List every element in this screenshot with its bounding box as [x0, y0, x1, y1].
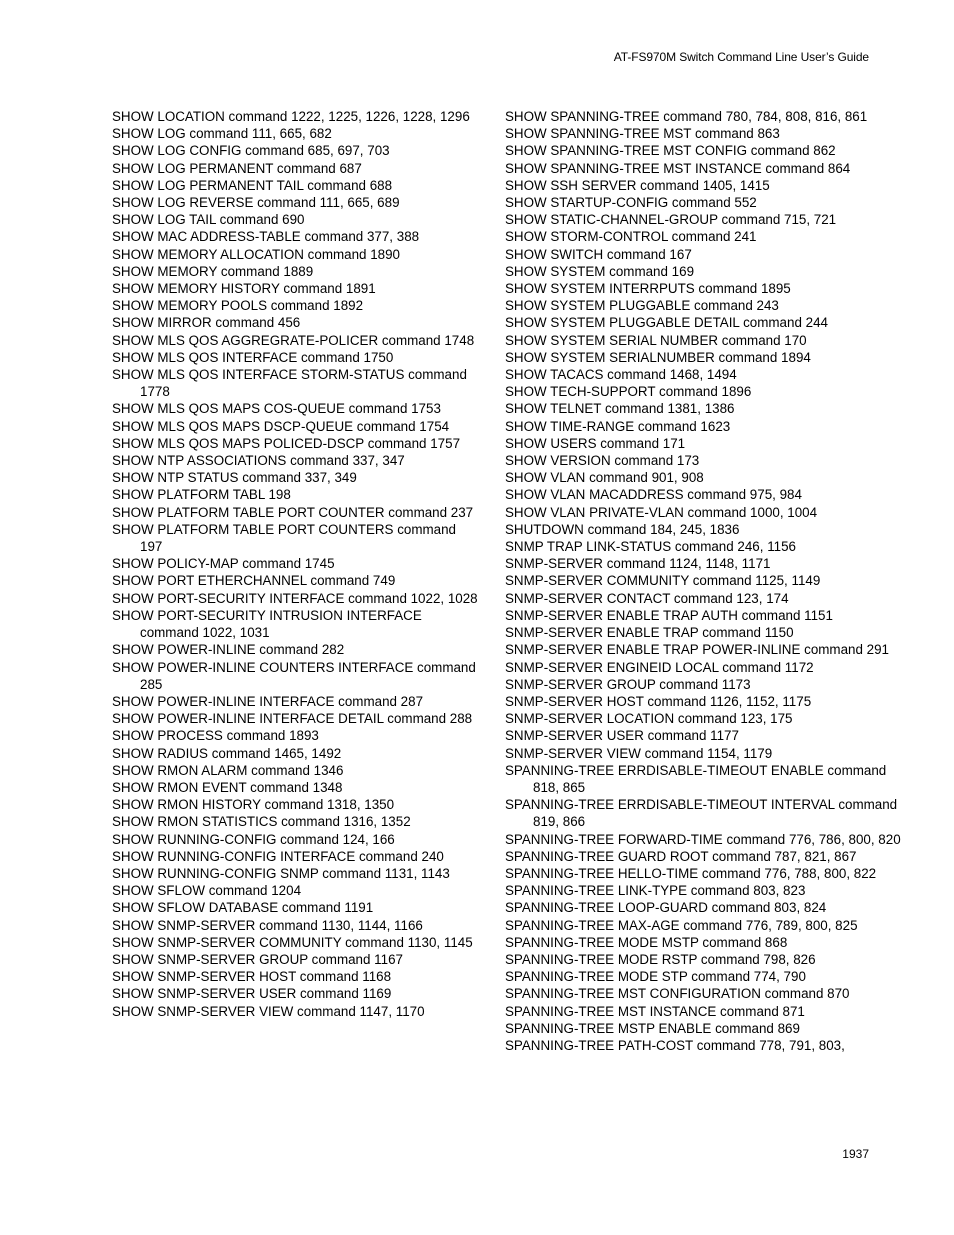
index-entry: SHOW LOG CONFIG command 685, 697, 703 — [112, 143, 390, 159]
index-entry: SNMP-SERVER command 1124, 1148, 1171 — [505, 556, 771, 572]
index-entry: SHOW PORT-SECURITY INTRUSION INTERFACE command 1022, 1031 — [112, 607, 422, 641]
index-entry: SNMP-SERVER VIEW command 1154, 1179 — [505, 745, 773, 761]
index-entry: SHOW SNMP-SERVER command 1130, 1144, 1166 — [112, 917, 423, 933]
index-entry: SHOW SNMP-SERVER VIEW command 1147, 1170 — [112, 1003, 425, 1019]
index-entry: SNMP-SERVER CONTACT command 123, 174 — [505, 590, 789, 606]
index-entry: SHOW MEMORY HISTORY command 1891 — [112, 281, 376, 297]
index-entry: SHOW LOG TAIL command 690 — [112, 212, 305, 228]
index-entry: SHOW RMON STATISTICS command 1316, 1352 — [112, 814, 411, 830]
index-entry: SHOW RADIUS command 1465, 1492 — [112, 745, 342, 761]
index-entry: SHOW POWER-INLINE COUNTERS INTERFACE command 285 — [112, 659, 476, 692]
index-column-left — [112, 108, 492, 1020]
index-entry: SHOW RMON EVENT command 1348 — [112, 779, 343, 795]
index-entry: SPANNING-TREE FORWARD-TIME command 776, 786, 800, 820 — [505, 831, 901, 847]
index-entry: SHOW POWER-INLINE INTERFACE command 287 — [112, 693, 424, 709]
index-entry: SHOW MEMORY POOLS command 1892 — [112, 298, 364, 314]
index-entry: SHOW PLATFORM TABL 198 — [112, 487, 291, 503]
index-entry: SHOW SYSTEM command 169 — [505, 263, 695, 279]
index-entry: SPANNING-TREE MODE RSTP command 798, 826 — [505, 951, 816, 967]
index-entry: SPANNING-TREE ERRDISABLE-TIMEOUT ENABLE command 818, 865 — [505, 762, 887, 795]
index-entry: SPANNING-TREE LINK-TYPE command 803, 823 — [505, 883, 806, 899]
index-entry: SHOW MLS QOS INTERFACE STORM-STATUS command 1778 — [112, 367, 467, 400]
index-entry: SHOW SWITCH command 167 — [505, 246, 692, 262]
index-entry: SPANNING-TREE ERRDISABLE-TIMEOUT INTERVAL command 819, 866 — [505, 797, 898, 830]
index-entry: SPANNING-TREE MAX-AGE command 776, 789, 800, 825 — [505, 917, 858, 933]
index-entry: SNMP-SERVER ENABLE TRAP command 1150 — [505, 625, 794, 641]
index-entry: SPANNING-TREE MODE MSTP command 868 — [505, 934, 788, 950]
index-entry: SHOW PROCESS command 1893 — [112, 728, 319, 744]
index-entry: SNMP-SERVER USER command 1177 — [505, 728, 739, 744]
index-entry: SHOW VLAN PRIVATE-VLAN command 1000, 1004 — [505, 504, 818, 520]
index-entry: SHOW LOG PERMANENT command 687 — [112, 160, 362, 176]
index-entry: SHOW MLS QOS MAPS DSCP-QUEUE command 1754 — [112, 418, 450, 434]
index-entry: SHOW MIRROR command 456 — [112, 315, 301, 331]
index-entry: SHOW SFLOW DATABASE command 1191 — [112, 900, 374, 916]
index-entry: SHOW LOCATION command 1222, 1225, 1226, 1228, 1296 — [112, 109, 470, 124]
index-entry: SHOW LOG command 111, 665, 682 — [112, 126, 332, 142]
index-entry: SNMP TRAP LINK-STATUS command 246, 1156 — [505, 539, 796, 555]
index-entry: SNMP-SERVER ENABLE TRAP POWER-INLINE command 291 — [505, 642, 889, 658]
index-entry: SHOW SFLOW command 1204 — [112, 883, 302, 899]
index-entry: SHOW RMON ALARM command 1346 — [112, 762, 344, 778]
index-entry: SHOW TACACS command 1468, 1494 — [505, 367, 737, 383]
index-entry: SHOW POWER-INLINE INTERFACE DETAIL command 288 — [112, 711, 473, 727]
index-entry: SHOW TELNET command 1381, 1386 — [505, 401, 735, 417]
index-entry: SHOW SYSTEM PLUGGABLE DETAIL command 244 — [505, 315, 828, 331]
index-entry: SHOW SPANNING-TREE MST CONFIG command 862 — [505, 143, 836, 159]
index-entry: SHOW RUNNING-CONFIG SNMP command 1131, 1143 — [112, 865, 450, 881]
index-entry: SHOW VERSION command 173 — [505, 453, 700, 469]
index-entry: SPANNING-TREE MODE STP command 774, 790 — [505, 969, 806, 985]
index-entry: SHOW MLS QOS INTERFACE command 1750 — [112, 349, 394, 365]
index-entry: SPANNING-TREE MSTP ENABLE command 869 — [505, 1020, 800, 1036]
index-column-right — [505, 108, 901, 1054]
index-entry: SNMP-SERVER COMMUNITY command 1125, 1149 — [505, 573, 821, 589]
index-entry: SPANNING-TREE HELLO-TIME command 776, 788, 800, 822 — [505, 865, 877, 881]
index-entry: SHOW RMON HISTORY command 1318, 1350 — [112, 797, 395, 813]
index-entry: SHOW STARTUP-CONFIG command 552 — [505, 195, 757, 211]
index-entry: SHOW SYSTEM PLUGGABLE command 243 — [505, 298, 779, 314]
index-entry: SHOW USERS command 171 — [505, 435, 686, 451]
index-entry: SHOW SNMP-SERVER HOST command 1168 — [112, 969, 392, 985]
index-entry: SHOW MLS QOS AGGREGRATE-POLICER command 1748 — [112, 332, 475, 348]
index-entry: SHOW POLICY-MAP command 1745 — [112, 556, 335, 572]
index-entry: SHOW VLAN command 901, 908 — [505, 470, 704, 486]
index-entry: SHOW LOG REVERSE command 111, 665, 689 — [112, 195, 400, 211]
index-entry: SHOW SNMP-SERVER COMMUNITY command 1130, 1145 — [112, 934, 473, 950]
index-entry: SHOW MLS QOS MAPS COS-QUEUE command 1753 — [112, 401, 441, 417]
index-entry: SHOW SNMP-SERVER USER command 1169 — [112, 986, 392, 1002]
index-entry: SHOW RUNNING-CONFIG INTERFACE command 240 — [112, 848, 444, 864]
index-entry: SHOW POWER-INLINE command 282 — [112, 642, 345, 658]
index-entry: SHOW SSH SERVER command 1405, 1415 — [505, 177, 770, 193]
index-entry: SHOW SYSTEM INTERRPUTS command 1895 — [505, 281, 791, 297]
index-entry: SHOW MLS QOS MAPS POLICED-DSCP command 1757 — [112, 435, 461, 451]
index-entry: SNMP-SERVER ENGINEID LOCAL command 1172 — [505, 659, 814, 675]
index-entry: SPANNING-TREE MST INSTANCE command 871 — [505, 1003, 805, 1019]
page-number: 1937 — [842, 1147, 869, 1161]
index-entry: SHOW STORM-CONTROL command 241 — [505, 229, 757, 245]
index-entry: SNMP-SERVER HOST command 1126, 1152, 1175 — [505, 693, 812, 709]
index-entry: SHOW VLAN MACADDRESS command 975, 984 — [505, 487, 802, 503]
index-entry: SHOW LOG PERMANENT TAIL command 688 — [112, 177, 393, 193]
index-entry: SHOW MAC ADDRESS-TABLE command 377, 388 — [112, 229, 420, 245]
index-entry: SHOW TIME-RANGE command 1623 — [505, 418, 731, 434]
index-entry: SHOW SYSTEM SERIAL NUMBER command 170 — [505, 332, 807, 348]
index-entry: SHOW TECH-SUPPORT command 1896 — [505, 384, 752, 400]
index-entry: SPANNING-TREE GUARD ROOT command 787, 821, 867 — [505, 848, 857, 864]
index-entry: SHOW RUNNING-CONFIG command 124, 166 — [112, 831, 395, 847]
index-entry: SHOW MEMORY ALLOCATION command 1890 — [112, 246, 400, 262]
index-entry: SNMP-SERVER ENABLE TRAP AUTH command 1151 — [505, 607, 833, 623]
index-entry: SNMP-SERVER LOCATION command 123, 175 — [505, 711, 793, 727]
index-entry: SHOW PORT-SECURITY INTERFACE command 1022, 1028 — [112, 590, 478, 606]
index-entry: SHOW NTP STATUS command 337, 349 — [112, 470, 357, 486]
index-entry: SHOW SPANNING-TREE MST INSTANCE command 864 — [505, 160, 851, 176]
index-entry: SHOW SPANNING-TREE command 780, 784, 808, 816, 861 — [505, 109, 868, 124]
index-entry: SHOW PORT ETHERCHANNEL command 749 — [112, 573, 396, 589]
index-entry: SHOW SNMP-SERVER GROUP command 1167 — [112, 951, 403, 967]
index-entry: SNMP-SERVER GROUP command 1173 — [505, 676, 751, 692]
index-entry: SHOW SPANNING-TREE MST command 863 — [505, 126, 780, 142]
index-entry: SHOW NTP ASSOCIATIONS command 337, 347 — [112, 453, 405, 469]
index-entry: SHOW MEMORY command 1889 — [112, 263, 314, 279]
index-entry: SHOW PLATFORM TABLE PORT COUNTERS command 197 — [112, 521, 457, 555]
index-entry: SHOW PLATFORM TABLE PORT COUNTER command 237 — [112, 504, 474, 520]
running-header-title: AT-FS970M Switch Command Line User’s Guide — [613, 50, 869, 64]
index-entry: SHUTDOWN command 184, 245, 1836 — [505, 521, 740, 537]
index-entry: SPANNING-TREE MST CONFIGURATION command 870 — [505, 986, 850, 1002]
index-entry: SPANNING-TREE LOOP-GUARD command 803, 824 — [505, 900, 827, 916]
index-entry: SHOW SYSTEM SERIALNUMBER command 1894 — [505, 349, 811, 365]
index-entry: SHOW STATIC-CHANNEL-GROUP command 715, 721 — [505, 212, 837, 228]
index-entry: SPANNING-TREE PATH-COST command 778, 791, 803, — [505, 1037, 845, 1053]
